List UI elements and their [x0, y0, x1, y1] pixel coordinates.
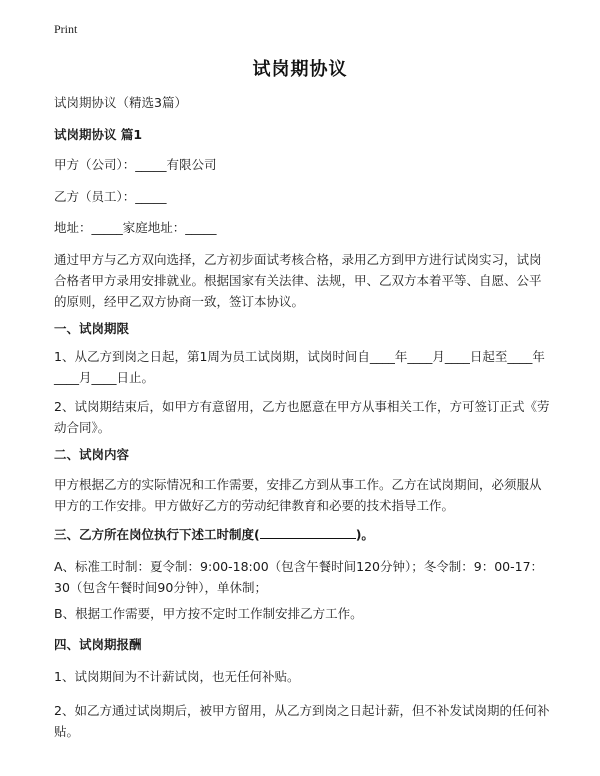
working-hours-blank [260, 525, 356, 539]
document-subtitle: 试岗期协议（精选3篇） [54, 95, 187, 110]
heading-trial-pay: 四、试岗期报酬 [54, 637, 142, 652]
section-title: 试岗期协议 篇1 [54, 127, 143, 142]
working-hours-option-b: B、根据工作需要，甲方按不定时工作制安排乙方工作。 [54, 606, 363, 621]
document-title: 试岗期协议 [252, 59, 348, 80]
party-a-line: 甲方（公司）：_____有限公司 [54, 157, 217, 172]
heading-trial-period: 一、试岗期限 [54, 321, 130, 336]
heading-trial-content: 二、试岗内容 [54, 447, 130, 462]
trial-pay-clause-1: 1、试岗期间为不计薪试岗，也无任何补贴。 [54, 669, 300, 684]
trial-period-clause-2: 2、试岗期结束后，如甲方有意留用，乙方也愿意在甲方从事相关工作，方可签订正式《劳动合同》。 [54, 399, 550, 435]
heading-working-hours [54, 524, 550, 545]
heading-working-hours-suffix: )。 [355, 527, 374, 542]
working-hours-option-a: A、标准工时制：夏令制：9:00-18:00（包含午餐时间120分钟）；冬令制：9：00-17：30（包含午餐时间90分钟），单休制； [54, 559, 544, 595]
trial-period-clause-1: 1、从乙方到岗之日起，第1周为员工试岗期，试岗时间自____年____月____日起至____年____月____日止。 [54, 349, 545, 385]
heading-working-hours-prefix: 三、乙方所在岗位执行下述工时制度( [54, 527, 260, 542]
address-line: 地址：_____家庭地址：_____ [54, 220, 217, 235]
trial-content-paragraph: 甲方根据乙方的实际情况和工作需要，安排乙方到从事工作。乙方在试岗期间，必须服从甲方的工作安排。甲方做好乙方的劳动纪律教育和必要的技术指导工作。 [54, 477, 542, 513]
print-label: Print [54, 22, 78, 36]
trial-pay-clause-2: 2、如乙方通过试岗期后，被甲方留用，从乙方到岗之日起计薪，但不补发试岗期的任何补贴。 [54, 703, 550, 739]
intro-paragraph: 通过甲方与乙方双向选择，乙方初步面试考核合格，录用乙方到甲方进行试岗实习，试岗合格者甲方录用安排就业。根据国家有关法律、法规，甲、乙双方本着平等、自愿、公平的原则，经甲乙双方协商一致，签订本协议。 [54, 252, 542, 309]
party-b-line: 乙方（员工）：_____ [54, 189, 167, 204]
